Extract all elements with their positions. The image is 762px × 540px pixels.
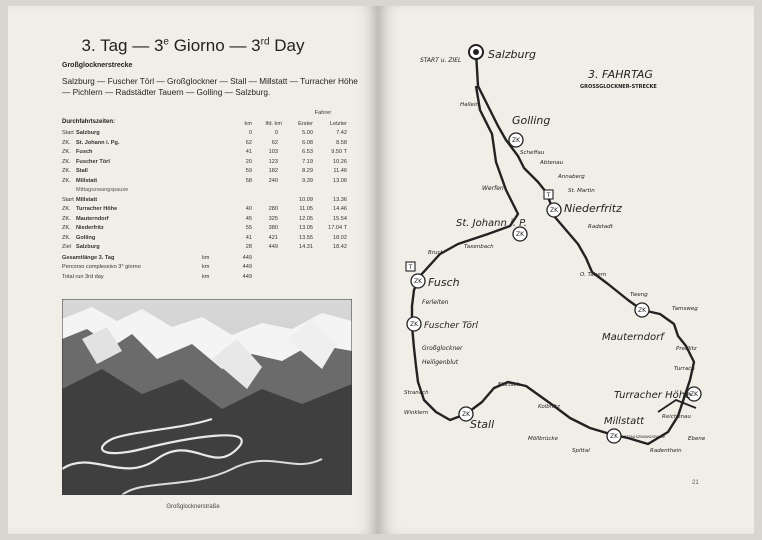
row-km: 41 (245, 234, 252, 241)
row-letzter: 14.46 (333, 206, 347, 212)
table-row (8, 235, 378, 245)
label-heiligenblut: Heiligenblut (422, 359, 459, 366)
photo-caption: Großglocknerstraße (166, 504, 220, 510)
label-predlitz: Predlitz (676, 346, 697, 352)
table-row (8, 178, 378, 188)
label-ebene: Ebene (688, 436, 706, 442)
row-place: Fusch (76, 149, 93, 155)
row-place: St. Johann i. Pg. (76, 139, 120, 146)
label-kolbnitz: Kolbnitz (538, 404, 560, 410)
row-prefix: ZK. (62, 139, 71, 146)
total-row (8, 264, 378, 274)
zk-text: ZK (689, 391, 699, 398)
zk-badge-millstatt (607, 429, 621, 443)
row-km: 0 (248, 130, 252, 136)
route-description: Salzburg — Fuscher Törl — Großglockner — Stall — Millstatt — Turracher Höhe — Pichlern — Radstädter Tauern — Golling — Salzburg. (62, 76, 358, 97)
route-map (378, 6, 754, 534)
row-erster: 10.09 (299, 196, 313, 203)
table-row (8, 244, 378, 254)
row-prefix: ZK. (62, 177, 71, 184)
t-marker-niederfritz (544, 190, 553, 199)
row-letzter: 15.54 (333, 215, 347, 222)
row-lfd-km: 240 (268, 177, 278, 184)
zk-badge-fuscher-toerl (407, 317, 421, 331)
row-letzter: 9.50 T (331, 149, 347, 155)
row-prefix: ZK. (62, 168, 71, 174)
mountain-road-illustration (62, 299, 352, 495)
label-annaberg: Annaberg (558, 174, 585, 180)
row-km: 40 (245, 206, 252, 212)
label-radstadt: Radstadt (588, 224, 613, 230)
row-prefix: ZK. (62, 225, 71, 231)
row-letzter: 11.46 (333, 168, 347, 174)
label-reichenau: Reichenau (662, 414, 691, 420)
label-moellbruecke: Möllbrücke (528, 436, 558, 442)
zk-badge-fusch (411, 274, 425, 288)
header-letzter: Letzter (329, 121, 347, 127)
map-subtitle: GROSSGLOCKNER-STRECKE (580, 84, 657, 90)
title-part: Day (269, 36, 305, 55)
zk-text: ZK (409, 321, 419, 328)
total-unit: km (202, 264, 210, 270)
zk-text: ZK (413, 278, 423, 285)
row-prefix: ZK. (62, 206, 71, 212)
row-erster: 7.19 (302, 158, 313, 165)
start-marker-dot (473, 49, 479, 55)
total-value: 449 (242, 254, 252, 261)
row-lfd-km: 280 (268, 206, 278, 212)
zk-badge-niederfritz (547, 203, 561, 217)
row-letzter: 7.42 (336, 130, 347, 136)
total-label: Total run 3rd day (62, 273, 104, 280)
label-werfen: Werfen (482, 185, 504, 192)
label-flattach: Flattach (498, 382, 521, 388)
row-erster: 5.00 (302, 130, 313, 136)
row-prefix: ZK. (62, 158, 71, 165)
t-marker-fusch (406, 262, 415, 271)
row-km: 59 (245, 168, 252, 174)
label-scheffau: Scheffau (520, 150, 545, 156)
map-title: 3. FAHRTAG (588, 68, 653, 81)
total-unit: km (202, 273, 210, 280)
label-stall: Stall (470, 418, 495, 431)
row-erster: 13.05 (299, 225, 313, 231)
row-km: 41 (245, 149, 252, 155)
row-letzter: 17.04 T (328, 225, 347, 231)
row-place: Salzburg (76, 244, 100, 250)
label-stranach: Stranach (404, 390, 429, 396)
label-mauterndorf: Mauterndorf (602, 332, 664, 343)
zk-text: ZK (461, 411, 471, 418)
zk-text: ZK (637, 307, 647, 314)
glocknerstrasse-photo (62, 299, 352, 495)
section-title: Großglocknerstrecke (62, 62, 133, 69)
row-place: Salzburg (76, 130, 100, 136)
label-niederfritz: Niederfritz (564, 202, 622, 215)
label-golling: Golling (512, 114, 551, 127)
label-o-tauern: O. Tauern (580, 272, 607, 278)
zk-text: ZK (609, 433, 619, 440)
zk-badge-st-johann (513, 227, 527, 241)
row-place: Mittagszwangspause (76, 187, 129, 193)
label-bruck: Bruck (428, 250, 444, 256)
header-lfd-km: lfd. km (265, 121, 282, 127)
t-markers (406, 190, 553, 271)
title-sup: rd (260, 36, 270, 48)
label-mittagszwangspause: MITTAGSZWANGSPAUSE (622, 435, 666, 439)
t-text: T (546, 192, 551, 199)
zk-badge-golling (509, 133, 523, 147)
right-page (378, 6, 754, 534)
row-km: 45 (245, 215, 252, 222)
row-prefix: ZK. (62, 149, 71, 155)
row-lfd-km: 325 (268, 215, 278, 222)
row-prefix: ZK. (62, 215, 71, 222)
row-letzter: 10.26 (333, 158, 347, 165)
title-sup: e (163, 36, 169, 48)
row-letzter: 18.02 (333, 234, 347, 241)
total-value: 449 (242, 273, 252, 280)
table-row (8, 216, 378, 226)
row-prefix: Ziel (62, 244, 72, 250)
row-letzter: 13.06 (333, 177, 347, 184)
row-place: Niederfritz (76, 225, 104, 231)
row-erster: 13.55 (299, 234, 313, 241)
label-grossglockner: Großglockner (422, 345, 463, 352)
label-spittal: Spittal (572, 448, 590, 454)
route-line (409, 52, 694, 444)
side-route (658, 400, 696, 412)
row-place: Millstatt (76, 196, 98, 203)
table-row (8, 140, 378, 150)
row-erster: 6.08 (302, 139, 313, 146)
row-erster: 11.05 (299, 206, 313, 212)
label-tweng: Tweng (630, 292, 648, 298)
zk-text: ZK (515, 231, 525, 238)
label-abtenau: Abtenau (540, 160, 564, 166)
label-fusch: Fusch (428, 276, 460, 289)
total-unit: km (202, 254, 210, 261)
header-fahrer: Fahrer (314, 110, 332, 116)
row-lfd-km: 103 (268, 149, 278, 155)
label-millstatt: Millstatt (604, 416, 645, 427)
label-winklern: Winklern (404, 410, 429, 416)
row-erster: 6.53 (302, 149, 313, 155)
row-km: 58 (245, 177, 252, 184)
table-row (8, 159, 378, 169)
zk-text: ZK (549, 207, 559, 214)
start-label: START u. ZIEL (420, 57, 462, 64)
title-part: 3. Tag — 3 (81, 36, 164, 55)
table-row (8, 130, 378, 140)
row-letzter: 18.42 (333, 244, 347, 250)
t-text: T (408, 264, 413, 271)
total-label: Gesamtlänge 3. Tag (62, 254, 115, 261)
zk-badge-mauterndorf (635, 303, 649, 317)
label-turrach: Turrach (674, 366, 695, 372)
header-km: km (244, 121, 252, 127)
row-km: 20 (245, 158, 252, 165)
zk-text: ZK (511, 137, 521, 144)
row-lfd-km: 380 (268, 225, 278, 231)
row-place: Millstatt (76, 177, 98, 184)
row-place: Golling (76, 234, 96, 241)
table-row (8, 197, 378, 207)
total-row (8, 274, 378, 284)
label-hallein: Hallein (460, 102, 479, 108)
label-st-martin: St. Martin (568, 188, 595, 194)
label-st-johann: St. Johann i. P. (456, 218, 527, 229)
table-row (8, 225, 378, 235)
row-lfd-km: 0 (274, 130, 278, 136)
total-value: 449 (242, 264, 252, 270)
place-labels (404, 48, 706, 454)
row-place: Mauterndorf (76, 215, 109, 222)
row-lfd-km: 182 (268, 168, 278, 174)
row-lfd-km: 123 (268, 158, 278, 165)
page-number: 21 (692, 480, 699, 486)
row-lfd-km: 421 (268, 234, 278, 241)
row-letzter: 8.58 (336, 139, 347, 146)
row-place: Turracher Höhe (76, 206, 118, 212)
label-radenthein: Radenthein (650, 448, 682, 454)
row-lfd-km: 62 (271, 139, 278, 146)
header-erster: Erster (298, 121, 313, 127)
row-place: Stall (76, 168, 88, 174)
row-place: Fuscher Törl (76, 158, 110, 165)
left-page (8, 6, 378, 534)
row-letzter: 13.36 (333, 196, 347, 203)
page-title (8, 36, 378, 56)
total-label: Percorso complessivo 3° giorno (62, 264, 141, 270)
row-erster: 9.39 (302, 177, 313, 184)
table-row (8, 206, 378, 216)
row-km: 55 (245, 225, 252, 231)
label-salzburg: Salzburg (488, 48, 537, 61)
title-part: Giorno — 3 (168, 36, 261, 55)
table-row (8, 187, 378, 197)
label-ferleiten: Ferleiten (422, 299, 449, 306)
schedule-label: Durchfahrtszeiten: (62, 119, 116, 125)
row-prefix: Start (62, 196, 74, 203)
row-km: 28 (245, 244, 252, 250)
row-km: 62 (245, 139, 252, 146)
label-taxenbach: Taxenbach (464, 244, 494, 250)
table-row (8, 168, 378, 178)
label-fuscher-toerl: Fuscher Törl (424, 321, 479, 331)
row-erster: 14.31 (299, 244, 313, 250)
row-prefix: Start (62, 130, 74, 136)
row-prefix: ZK. (62, 234, 71, 241)
row-erster: 12.05 (299, 215, 313, 222)
label-turracher-hoehe: Turracher Höhe (614, 390, 692, 401)
table-row (8, 149, 378, 159)
total-row (8, 255, 378, 265)
label-tamsweg: Tamsweg (672, 306, 698, 312)
row-erster: 8.29 (302, 168, 313, 174)
row-lfd-km: 449 (268, 244, 278, 250)
